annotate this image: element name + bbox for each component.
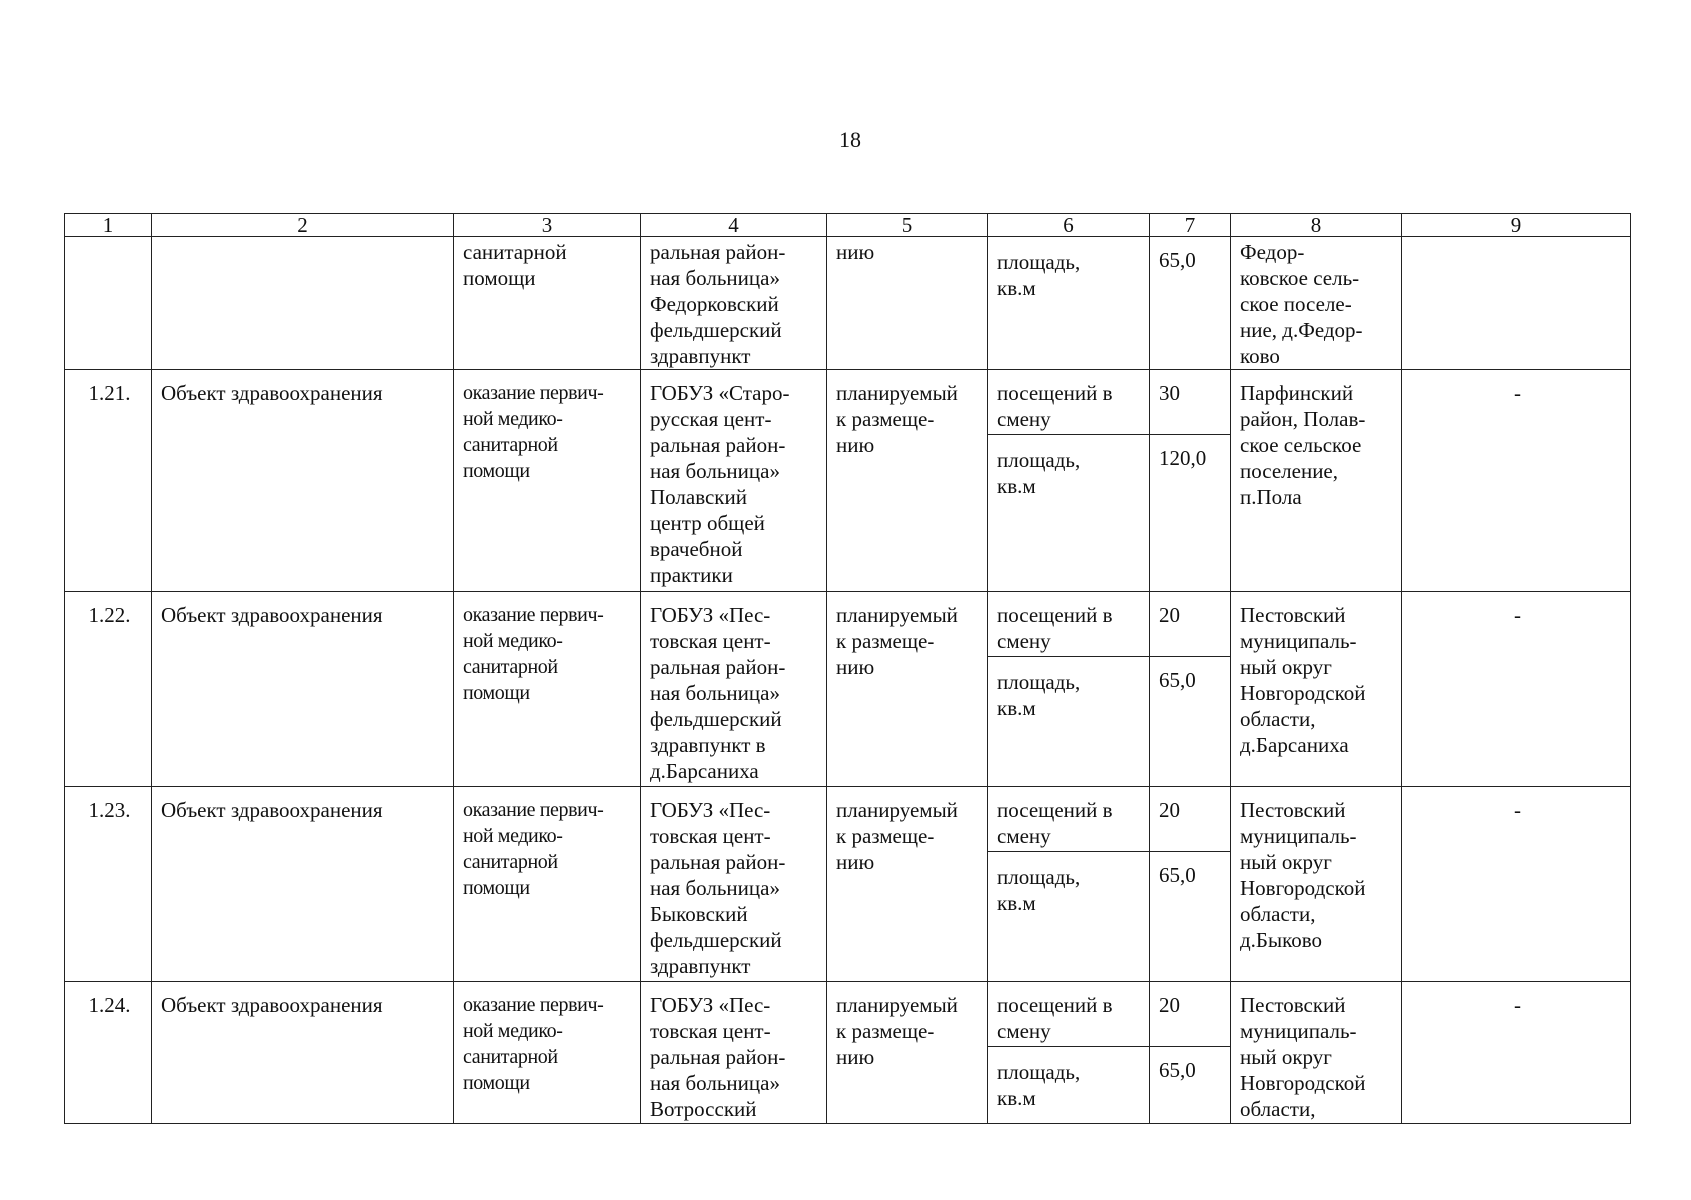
continuation-row xyxy=(65,237,1631,370)
location: Пестовский муниципаль- ный округ Новгородской области, д.Барсаниха xyxy=(1231,592,1402,787)
location: Пестовский муниципаль- ный округ Новгородской области, xyxy=(1231,982,1402,1124)
column-number-row xyxy=(65,214,1631,237)
purpose: оказание первич- ной медико- санитарной помощи xyxy=(454,787,641,982)
table-row xyxy=(65,592,1631,657)
param-name: площадь, кв.м xyxy=(988,435,1150,592)
purpose: оказание первич- ной медико- санитарной помощи xyxy=(454,592,641,787)
param-name: площадь, кв.м xyxy=(988,657,1150,787)
object-name: ГОБУЗ «Пес- товская цент- ральная район- ная больница» Вотросский xyxy=(641,982,827,1124)
note: - xyxy=(1402,370,1631,592)
status: нию xyxy=(827,237,988,370)
column-number: 6 xyxy=(988,214,1150,237)
location: Федор- ковское сель- ское поселе- ние, д.Федор- ково xyxy=(1231,237,1402,370)
param-name: посещений в смену xyxy=(988,787,1150,852)
item-number: 1.21. xyxy=(65,370,152,592)
object-type: Объект здравоохранения xyxy=(152,592,454,787)
param-value: 20 xyxy=(1150,982,1231,1047)
object-type: Объект здравоохранения xyxy=(152,982,454,1124)
column-number: 5 xyxy=(827,214,988,237)
status: планируемый к размеще- нию xyxy=(827,787,988,982)
table-row xyxy=(65,370,1631,435)
param-value: 20 xyxy=(1150,592,1231,657)
object-type: Объект здравоохранения xyxy=(152,370,454,592)
purpose: санитарной помощи xyxy=(454,237,641,370)
objects-table xyxy=(64,213,1631,1124)
note: - xyxy=(1402,982,1631,1124)
object-name: ГОБУЗ «Пес- товская цент- ральная район- ная больница» фельдшерский здравпункт в д.Барсаниха xyxy=(641,592,827,787)
param-value: 20 xyxy=(1150,787,1231,852)
object-type xyxy=(152,237,454,370)
status: планируемый к размеще- нию xyxy=(827,982,988,1124)
param-value: 65,0 xyxy=(1150,657,1231,787)
status: планируемый к размеще- нию xyxy=(827,370,988,592)
param-name: площадь, кв.м xyxy=(988,237,1150,370)
location: Парфинский район, Полав- ское сельское поселение, п.Пола xyxy=(1231,370,1402,592)
object-name: ГОБУЗ «Старо- русская цент- ральная район- ная больница» Полавский центр общей врачебной практики xyxy=(641,370,827,592)
param-name: посещений в смену xyxy=(988,370,1150,435)
table-row xyxy=(65,982,1631,1047)
purpose: оказание первич- ной медико- санитарной помощи xyxy=(454,370,641,592)
purpose: оказание первич- ной медико- санитарной помощи xyxy=(454,982,641,1124)
column-number: 4 xyxy=(641,214,827,237)
param-name: площадь, кв.м xyxy=(988,852,1150,982)
note: - xyxy=(1402,592,1631,787)
note xyxy=(1402,237,1631,370)
note: - xyxy=(1402,787,1631,982)
param-name: посещений в смену xyxy=(988,982,1150,1047)
item-number: 1.22. xyxy=(65,592,152,787)
object-name: ГОБУЗ «Пес- товская цент- ральная район- ная больница» Быковский фельдшерский здравпункт xyxy=(641,787,827,982)
param-name: посещений в смену xyxy=(988,592,1150,657)
column-number: 7 xyxy=(1150,214,1231,237)
column-number: 2 xyxy=(152,214,454,237)
table-row xyxy=(65,787,1631,852)
column-number: 9 xyxy=(1402,214,1631,237)
param-name: площадь, кв.м xyxy=(988,1047,1150,1124)
param-value: 65,0 xyxy=(1150,852,1231,982)
param-value: 120,0 xyxy=(1150,435,1231,592)
column-number: 1 xyxy=(65,214,152,237)
item-number xyxy=(65,237,152,370)
column-number: 8 xyxy=(1231,214,1402,237)
item-number: 1.24. xyxy=(65,982,152,1124)
column-number: 3 xyxy=(454,214,641,237)
object-name: ральная район- ная больница» Федорковский фельдшерский здравпункт xyxy=(641,237,827,370)
param-value: 30 xyxy=(1150,370,1231,435)
page-number: 18 xyxy=(839,127,861,152)
location: Пестовский муниципаль- ный округ Новгородской области, д.Быково xyxy=(1231,787,1402,982)
item-number: 1.23. xyxy=(65,787,152,982)
status: планируемый к размеще- нию xyxy=(827,592,988,787)
param-value: 65,0 xyxy=(1150,1047,1231,1124)
object-type: Объект здравоохранения xyxy=(152,787,454,982)
param-value: 65,0 xyxy=(1150,237,1231,370)
